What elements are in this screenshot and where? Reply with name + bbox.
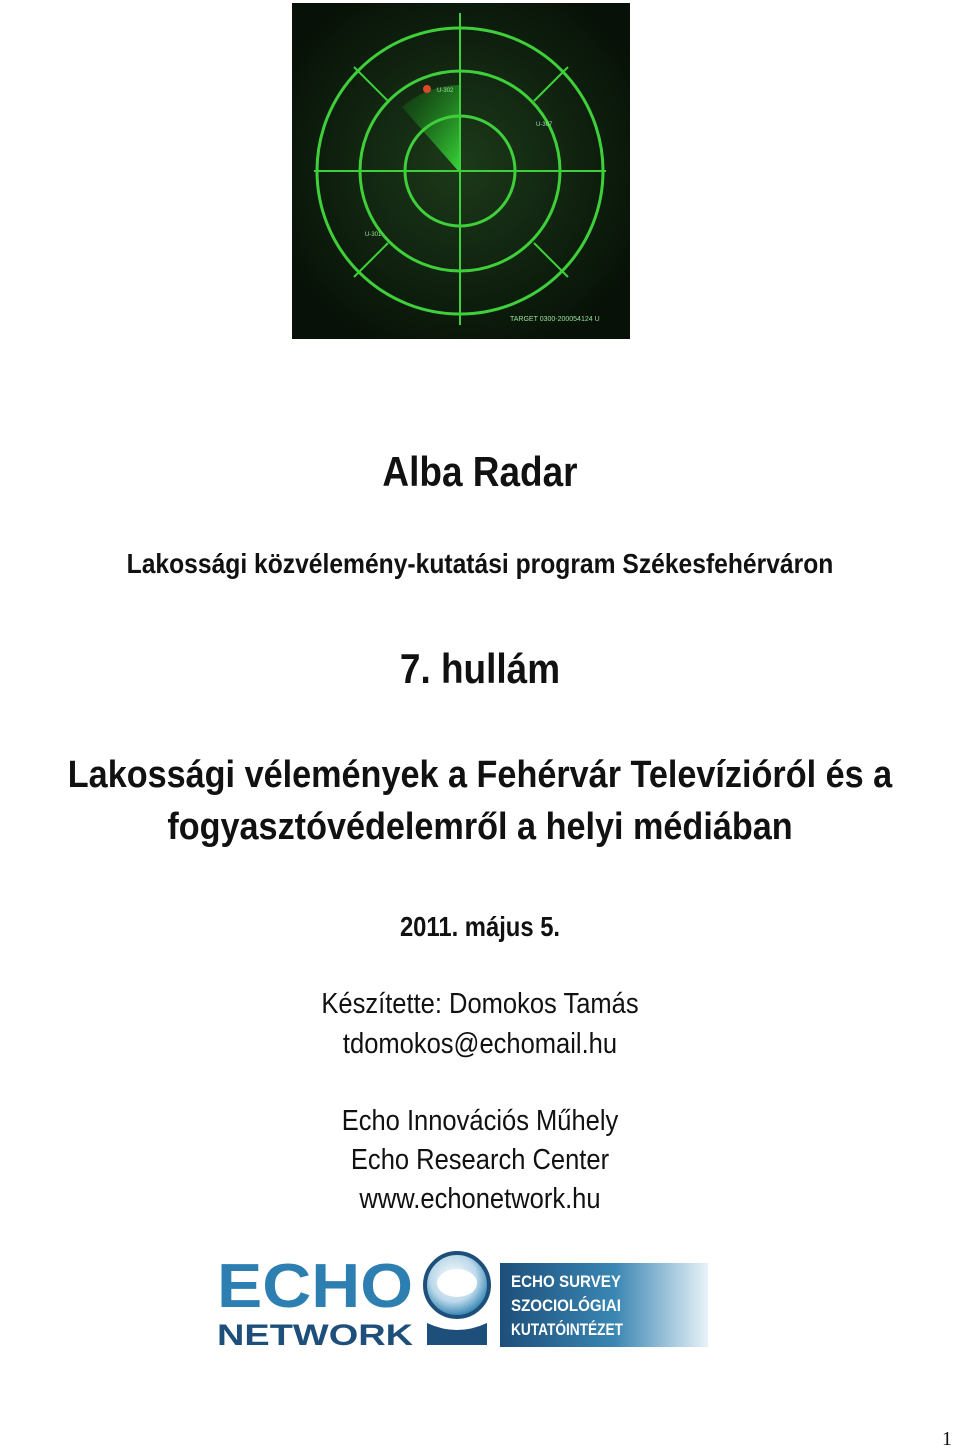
report-date: 2011. május 5. — [399, 911, 561, 942]
logo-box-line-2: SZOCIOLÓGIAI — [511, 1296, 621, 1315]
org-name-2: Echo Research Center — [350, 1144, 610, 1176]
radar-target-label: TARGET 0300-200054124 U — [510, 316, 600, 323]
author-email: tdomokos@echomail.hu — [342, 1028, 618, 1060]
radar-label-left: U-301 — [365, 232, 382, 238]
radar-graphic — [292, 3, 630, 339]
logo-word-echo: ECHO — [217, 1252, 413, 1321]
website-link: www.echonetwork.hu — [359, 1183, 601, 1215]
document-title: Alba Radar — [382, 448, 578, 495]
radar-cover-image — [292, 3, 630, 339]
logo-orb-icon — [425, 1253, 489, 1345]
radar-label-right: U-307 — [536, 122, 553, 128]
page-number: 1 — [942, 1428, 952, 1450]
logo-box-line-3: KUTATÓINTÉZET — [511, 1320, 624, 1339]
radar-label-top: U-302 — [437, 88, 454, 94]
echo-network-logo — [215, 1245, 710, 1350]
logo-word-network: NETWORK — [217, 1319, 414, 1350]
author-line: Készítette: Domokos Tamás — [321, 988, 639, 1020]
radar-blip — [423, 85, 431, 93]
logo-box-line-1: ECHO SURVEY — [511, 1272, 622, 1291]
document-subtitle: Lakossági közvélemény-kutatási program Székesfehérváron — [126, 548, 834, 579]
topic-line-1: Lakossági vélemények a Fehérvár Televízióról és a — [67, 754, 893, 796]
org-name-1: Echo Innovációs Műhely — [341, 1105, 619, 1137]
topic-line-2: fogyasztóvédelemről a helyi médiában — [167, 806, 793, 848]
wave-label: 7. hullám — [399, 645, 561, 692]
